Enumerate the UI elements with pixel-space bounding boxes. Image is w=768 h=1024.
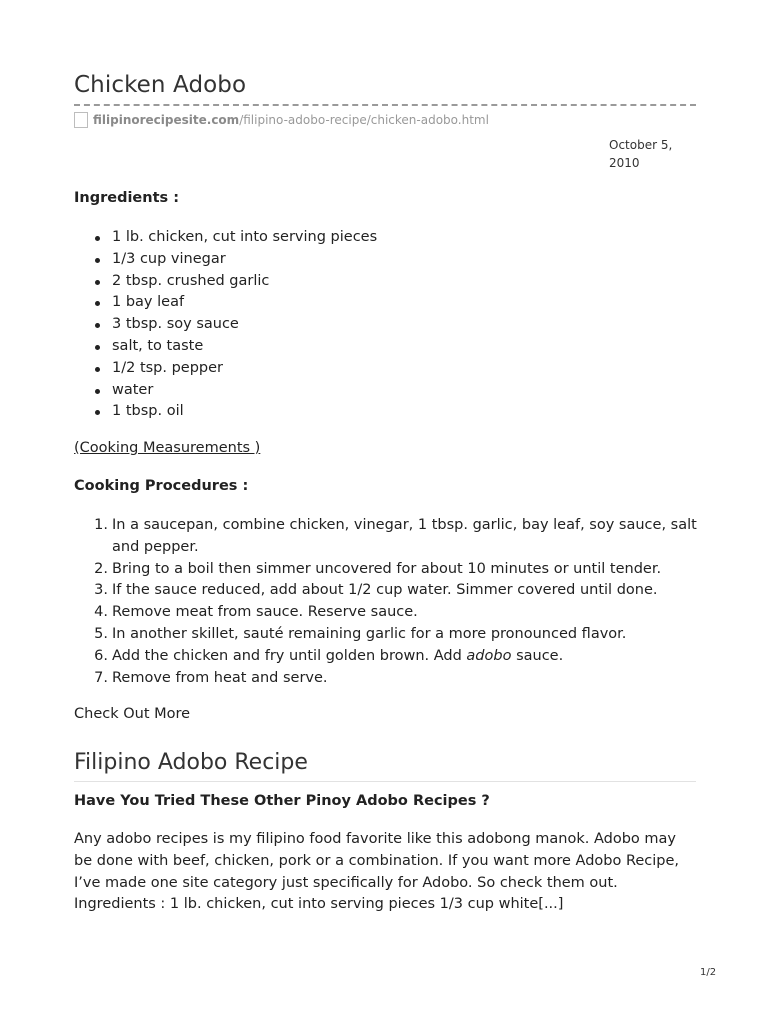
page-number: 1/2 xyxy=(700,967,717,978)
step-number: 6. xyxy=(94,647,108,664)
related-divider xyxy=(74,781,696,782)
procedures-list xyxy=(74,515,712,689)
step-number: 2. xyxy=(94,560,108,577)
step-number: 1. xyxy=(94,517,108,533)
step-emphasis: adobo xyxy=(466,647,512,664)
step-number: 4. xyxy=(94,604,108,621)
source-url[interactable] xyxy=(74,111,489,129)
related-heading: Have You Tried These Other Pinoy Adobo Recipes ? xyxy=(74,793,490,809)
ingredient-item: 1 bay leaf xyxy=(112,292,377,314)
page-title: Chicken Adobo xyxy=(74,72,247,98)
step-text: In a saucepan, combine chicken, vinegar, 1 tbsp. garlic, bay leaf, soy sauce, salt and pepper. xyxy=(112,517,697,555)
step-text: Remove meat from sauce. Reserve sauce. xyxy=(112,604,418,621)
ingredient-item: 2 tbsp. crushed garlic xyxy=(112,271,377,293)
step-text: In another skillet, sauté remaining garlic for a more pronounced flavor. xyxy=(112,625,627,642)
step-number: 3. xyxy=(94,582,108,599)
step-text-before: Add the chicken and fry until golden brown. Add xyxy=(112,647,467,664)
procedure-step xyxy=(94,580,712,602)
step-text: If the sauce reduced, add about 1/2 cup water. Simmer covered until done. xyxy=(112,582,658,599)
ingredient-item: 1 tbsp. oil xyxy=(112,401,377,423)
ingredient-item: 3 tbsp. soy sauce xyxy=(112,314,377,336)
step-number: 7. xyxy=(94,669,108,686)
cooking-measurements-link[interactable]: (Cooking Measurements ) xyxy=(74,440,261,456)
check-out-more-text: Check Out More xyxy=(74,706,191,722)
step-text: Remove from heat and serve. xyxy=(112,669,328,686)
ingredient-item: water xyxy=(112,380,377,402)
ingredient-item: 1/2 tsp. pepper xyxy=(112,358,377,380)
ingredient-item: salt, to taste xyxy=(112,336,377,358)
procedure-step xyxy=(94,668,712,690)
procedure-step xyxy=(94,624,712,646)
procedure-step xyxy=(94,646,712,668)
step-text: Bring to a boil then simmer uncovered for about 10 minutes or until tender. xyxy=(112,560,662,577)
publish-date: October 5, 2010 xyxy=(609,138,673,170)
ingredients-heading: Ingredients : xyxy=(74,190,179,206)
source-domain[interactable]: filipinorecipesite.com xyxy=(93,113,240,127)
ingredient-item: 1 lb. chicken, cut into serving pieces xyxy=(112,227,377,249)
related-title[interactable]: Filipino Adobo Recipe xyxy=(74,750,308,775)
procedure-step xyxy=(94,515,712,559)
ingredient-item: 1/3 cup vinegar xyxy=(112,249,377,271)
step-number: 5. xyxy=(94,625,108,642)
favicon-placeholder-icon xyxy=(74,112,88,128)
step-text-after: sauce. xyxy=(511,647,564,664)
related-excerpt: Any adobo recipes is my filipino food favorite like this adobong manok. Adobo may be done with beef, chicken, pork or a combination. If you want more Adobo Recipe, I’ve made one site category just specifically for Adobo. So check them out. Ingredients : 1 lb. chicken, cut into serving pieces 1/3 cup white[...] xyxy=(74,831,680,913)
procedure-step xyxy=(94,559,712,581)
title-divider xyxy=(74,104,696,106)
procedure-step xyxy=(94,602,712,624)
source-path[interactable]: /filipino-adobo-recipe/chicken-adobo.html xyxy=(239,113,489,127)
ingredients-list xyxy=(74,227,377,423)
procedures-heading: Cooking Procedures : xyxy=(74,478,249,494)
